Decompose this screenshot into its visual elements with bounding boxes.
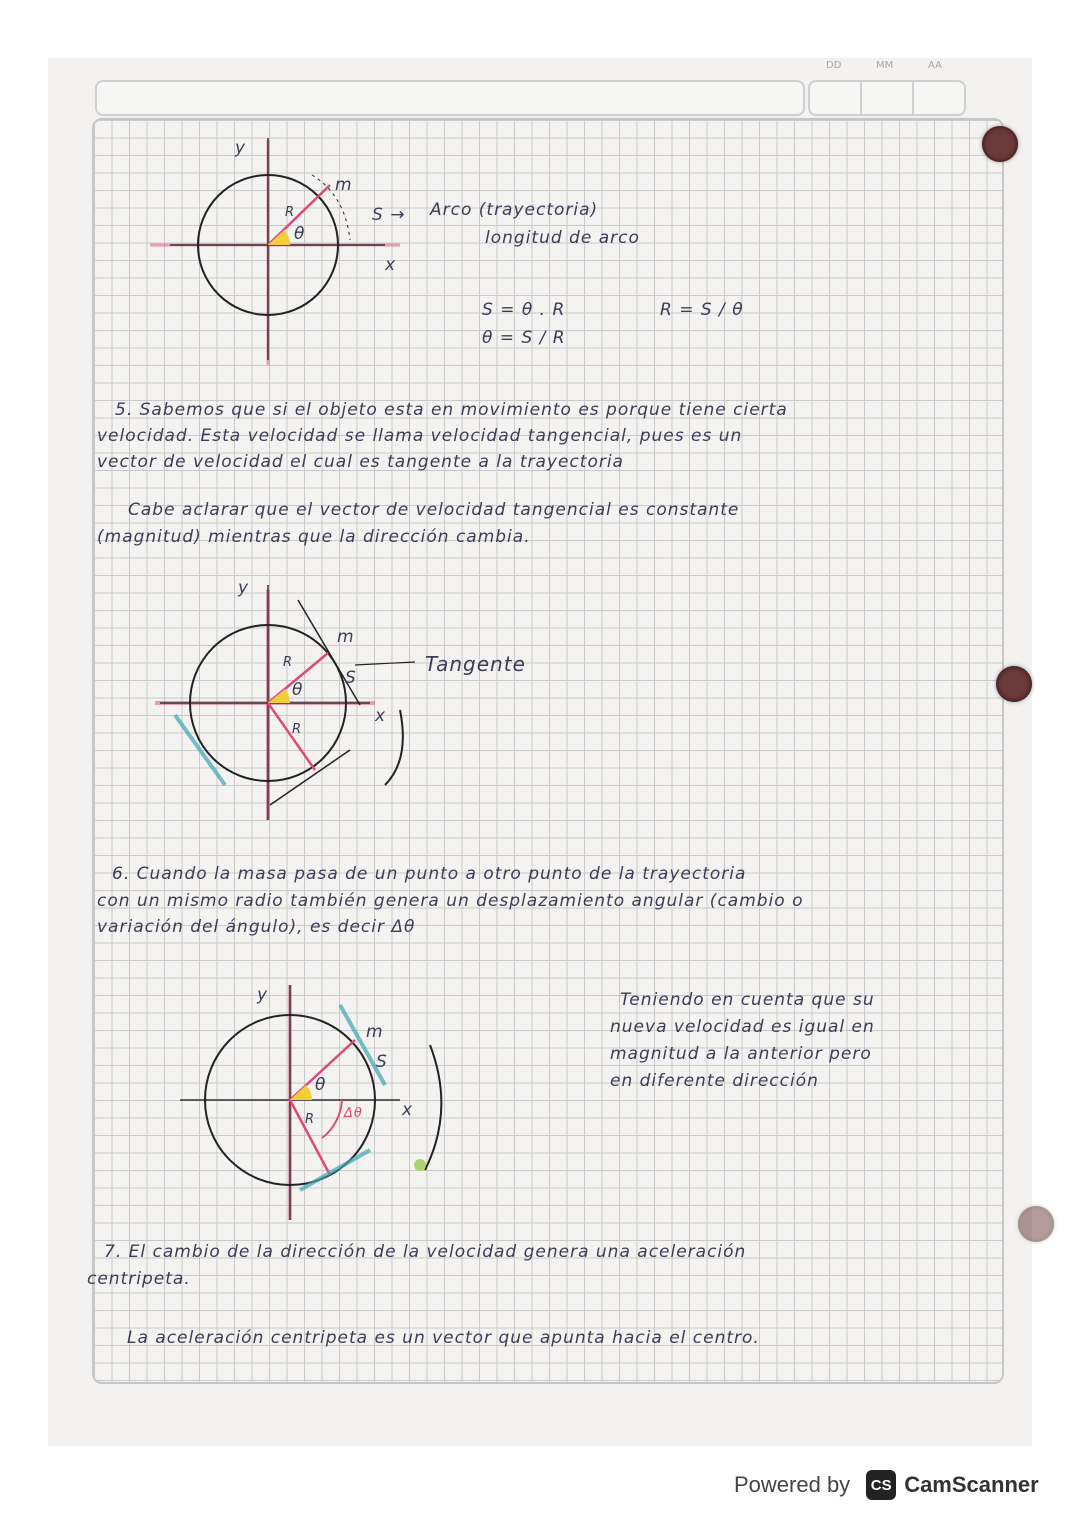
side-note-line: en diferente dirección <box>610 1071 819 1091</box>
date-label-day: DD <box>826 60 842 71</box>
powered-by-text: Powered by <box>734 1472 851 1497</box>
side-note-line: nueva velocidad es igual en <box>610 1017 875 1037</box>
section5-note: (magnitud) mientras que la dirección cambia. <box>97 527 531 547</box>
date-label-year: AA <box>928 60 942 71</box>
label-s: S <box>376 1052 388 1072</box>
note-longitud: longitud de arco <box>485 228 640 248</box>
label-s: S → <box>372 205 406 225</box>
axis-label-x: x <box>402 1100 414 1120</box>
label-r: R <box>283 655 294 670</box>
label-delta-theta: Δθ <box>344 1106 363 1121</box>
side-note-line: Teniendo en cuenta que su <box>620 990 875 1010</box>
date-box <box>808 80 966 116</box>
camscanner-brand: CamScanner <box>904 1472 1039 1497</box>
label-r-lower: R <box>292 722 303 737</box>
label-m: m <box>337 627 355 647</box>
diagram-angular-displacement <box>0 970 1080 1230</box>
diagram-tangential-velocity <box>0 570 1080 850</box>
label-m: m <box>366 1022 384 1042</box>
section5-note: Cabe aclarar que el vector de velocidad tangencial es constante <box>128 500 740 520</box>
axis-label-y: y <box>257 985 269 1005</box>
label-theta: θ <box>315 1075 327 1095</box>
camscanner-badge-icon: CS <box>866 1470 896 1500</box>
label-s: S <box>345 668 357 688</box>
section6-line: 6. Cuando la masa pasa de un punto a otro punto de la trayectoria <box>112 864 747 884</box>
label-theta: θ <box>294 224 306 244</box>
formula-theta: θ = S / R <box>482 328 566 348</box>
title-box <box>95 80 805 116</box>
axis-label-y: y <box>235 138 247 158</box>
label-m: m <box>335 175 353 195</box>
label-r: R <box>305 1112 316 1127</box>
label-r: R <box>285 205 296 220</box>
axis-label-x: x <box>385 255 397 275</box>
formula-s: S = θ . R <box>482 300 566 320</box>
section6-line: variación del ángulo), es decir Δθ <box>97 917 416 937</box>
label-tangent: Tangente <box>425 652 526 676</box>
camscanner-logo <box>866 1470 1039 1500</box>
section6-line: con un mismo radio también genera un desplazamiento angular (cambio o <box>97 891 804 911</box>
camscanner-footer <box>734 1470 1039 1500</box>
side-note-line: magnitud a la anterior pero <box>610 1044 872 1064</box>
date-label-month: MM <box>876 60 894 71</box>
axis-label-x: x <box>375 706 387 726</box>
section5-line: 5. Sabemos que si el objeto esta en movimiento es porque tiene cierta <box>115 400 788 420</box>
section7-line: 7. El cambio de la dirección de la velocidad genera una aceleración <box>104 1242 747 1262</box>
section5-line: velocidad. Esta velocidad se llama velocidad tangencial, pues es un <box>97 426 743 446</box>
axis-label-y: y <box>238 578 250 598</box>
section5-line: vector de velocidad el cual es tangente a la trayectoria <box>97 452 624 472</box>
label-theta: θ <box>292 680 304 700</box>
note-arco: Arco (trayectoria) <box>430 200 599 220</box>
formula-r: R = S / θ <box>660 300 744 320</box>
section7-line: centripeta. <box>87 1269 191 1289</box>
section7-note: La aceleración centripeta es un vector que apunta hacia el centro. <box>127 1328 760 1348</box>
